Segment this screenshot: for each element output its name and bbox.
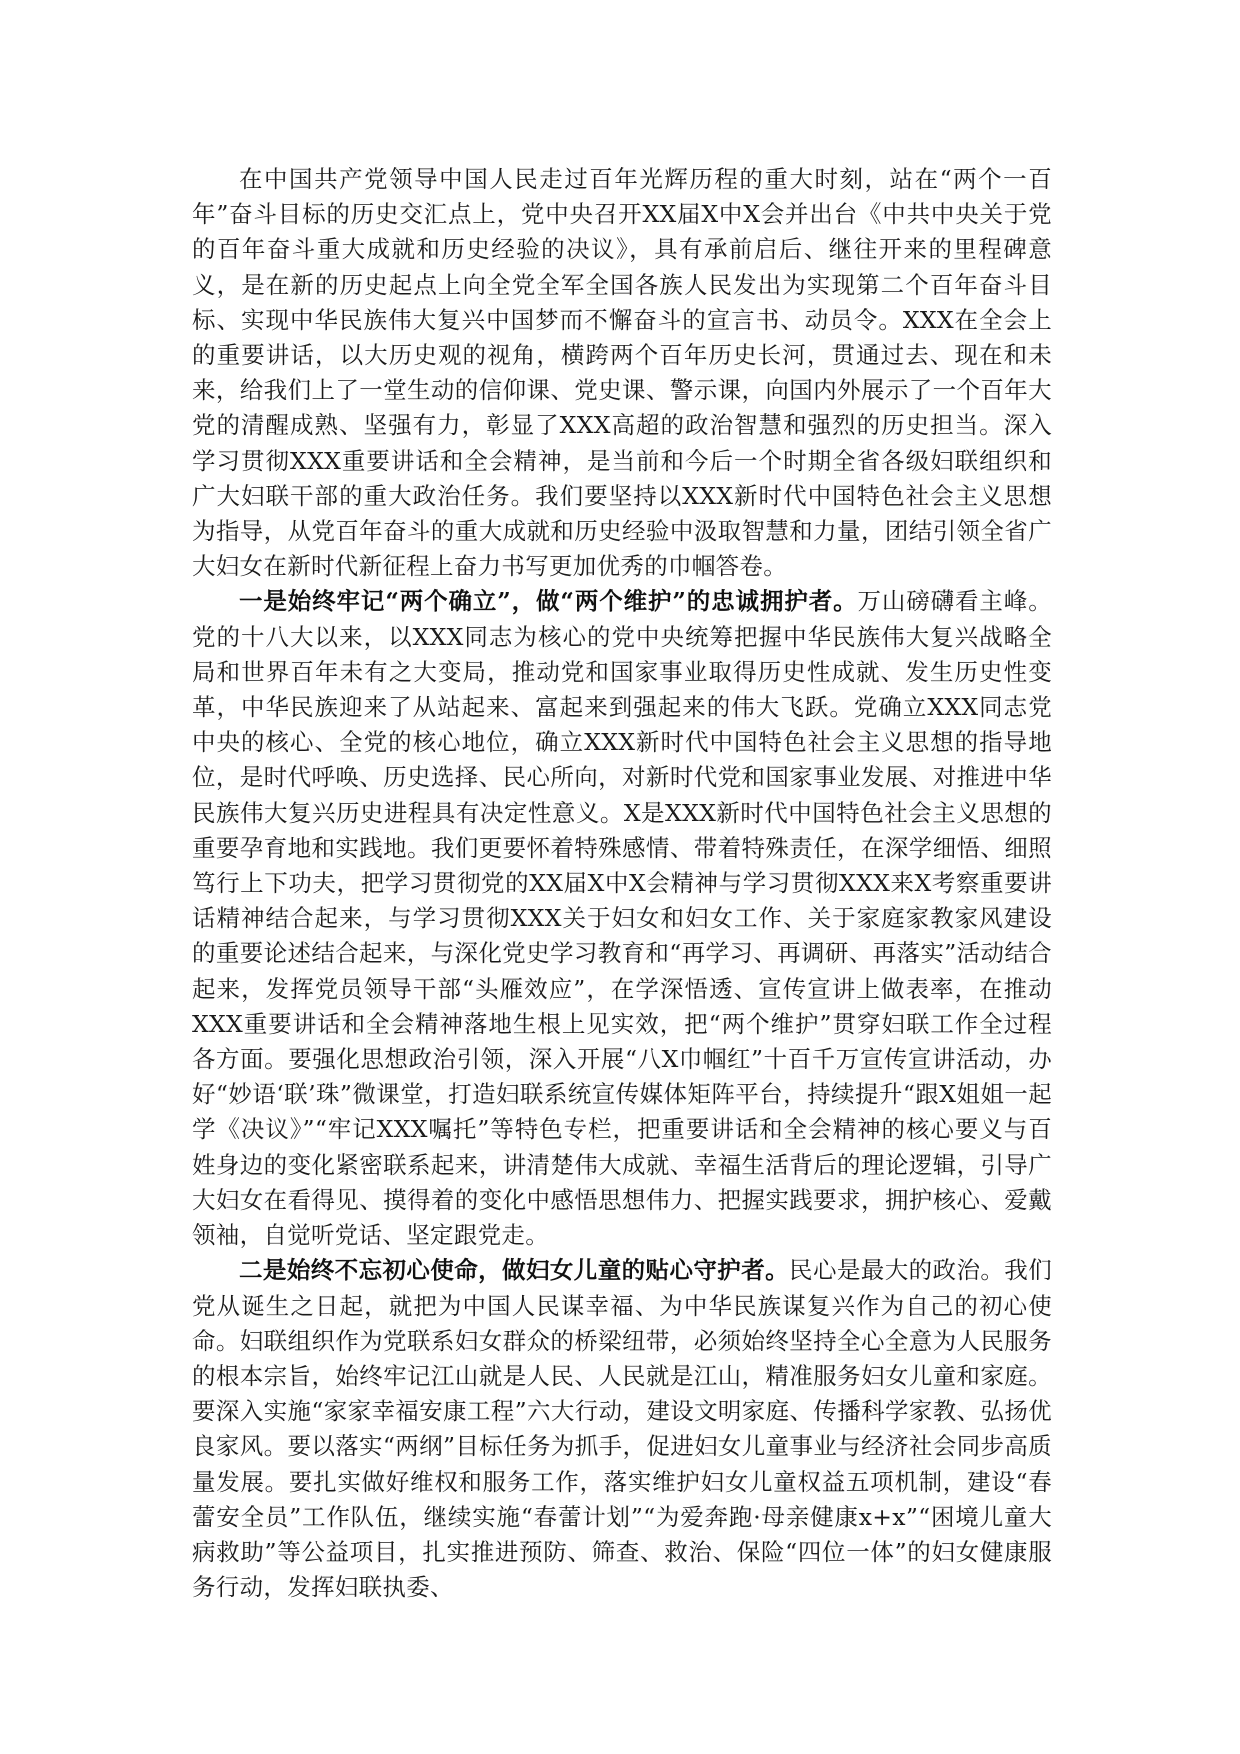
section-two-text: 民心是最大的政治。我们党从诞生之日起，就把为中国人民谋幸福、为中华民族谋复兴作为自己的初心使命。妇联组织作为党联系妇女群众的桥梁纽带，必须始终坚持全心全意为人民服务的根本宗旨，始终牢记江山就是人民、人民就是江山，精准服务妇女儿童和家庭。要深入实施“家家幸福安康工程”六大行动，建设文明家庭、传播科学家教、弘扬优良家风。要以落实“两纲”目标任务为抓手，促进妇女儿童事业与经济社会同步高质量发展。要扎实做好维权和服务工作，落实维护妇女儿童权益五项机制，建设“春蕾安全员”工作队伍，继续实施“春蕾计划”“为爱奔跑·母亲健康x+x”“困境儿童大病救助”等公益项目，扎实推进预防、筛查、救治、保险“四位一体”的妇女健康服务行动，发挥妇联执委、 (192, 1256, 1052, 1602)
paragraph-section-two (192, 1253, 1052, 1605)
paragraph-section-one (192, 584, 1052, 1253)
paragraph-intro (192, 162, 1052, 584)
section-one-heading: 一是始终牢记“两个确立”，做“两个维护”的忠诚拥护者。 (239, 587, 858, 616)
paragraph-intro-text: 在中国共产党领导中国人民走过百年光辉历程的重大时刻，站在“两个一百年”奋斗目标的历史交汇点上，党中央召开XX届X中X会并出台《中共中央关于党的百年奋斗重大成就和历史经验的决议》，具有承前启后、继往开来的里程碑意义，是在新的历史起点上向全党全军全国各族人民发出为实现第二个百年奋斗目标、实现中华民族伟大复兴中国梦而不懈奋斗的宣言书、动员令。XXX在全会上的重要讲话，以大历史观的视角，横跨两个百年历史长河，贯通过去、现在和未来，给我们上了一堂生动的信仰课、党史课、警示课，向国内外展示了一个百年大党的清醒成熟、坚强有力，彰显了XXX高超的政治智慧和强烈的历史担当。深入学习贯彻XXX重要讲话和全会精神，是当前和今后一个时期全省各级妇联组织和广大妇联干部的重大政治任务。我们要坚持以XXX新时代中国特色社会主义思想为指导，从党百年奋斗的重大成就和历史经验中汲取智慧和力量，团结引领全省广大妇女在新时代新征程上奋力书写更加优秀的巾帼答卷。 (192, 165, 1052, 581)
section-two-heading: 二是始终不忘初心使命，做妇女儿童的贴心守护者。 (239, 1256, 790, 1285)
section-one-text: 万山磅礴看主峰。党的十八大以来，以XXX同志为核心的党中央统筹把握中华民族伟大复兴战略全局和世界百年未有之大变局，推动党和国家事业取得历史性成就、发生历史性变革，中华民族迎来了从站起来、富起来到强起来的伟大飞跃。党确立XXX同志党中央的核心、全党的核心地位，确立XXX新时代中国特色社会主义思想的指导地位，是时代呼唤、历史选择、民心所向，对新时代党和国家事业发展、对推进中华民族伟大复兴历史进程具有决定性意义。X是XXX新时代中国特色社会主义思想的重要孕育地和实践地。我们更要怀着特殊感情、带着特殊责任，在深学细悟、细照笃行上下功夫，把学习贯彻党的XX届X中X会精神与学习贯彻XXX来X考察重要讲话精神结合起来，与学习贯彻XXX关于妇女和妇女工作、关于家庭家教家风建设的重要论述结合起来，与深化党史学习教育和“再学习、再调研、再落实”活动结合起来，发挥党员领导干部“头雁效应”，在学深悟透、宣传宣讲上做表率，在推动XXX重要讲话和全会精神落地生根上见实效，把“两个维护”贯穿妇联工作全过程各方面。要强化思想政治引领，深入开展“八X巾帼红”十百千万宣传宣讲活动，办好“妙语‘联’珠”微课堂，打造妇联系统宣传媒体矩阵平台，持续提升“跟X姐姐一起学《决议》”“牢记XXX嘱托”等特色专栏，把重要讲话和全会精神的核心要义与百姓身边的变化紧密联系起来，讲清楚伟大成就、幸福生活背后的理论逻辑，引导广大妇女在看得见、摸得着的变化中感悟思想伟力、把握实践要求，拥护核心、爱戴领袖，自觉听党话、坚定跟党走。 (192, 587, 1053, 1250)
document-body (192, 162, 1052, 1605)
